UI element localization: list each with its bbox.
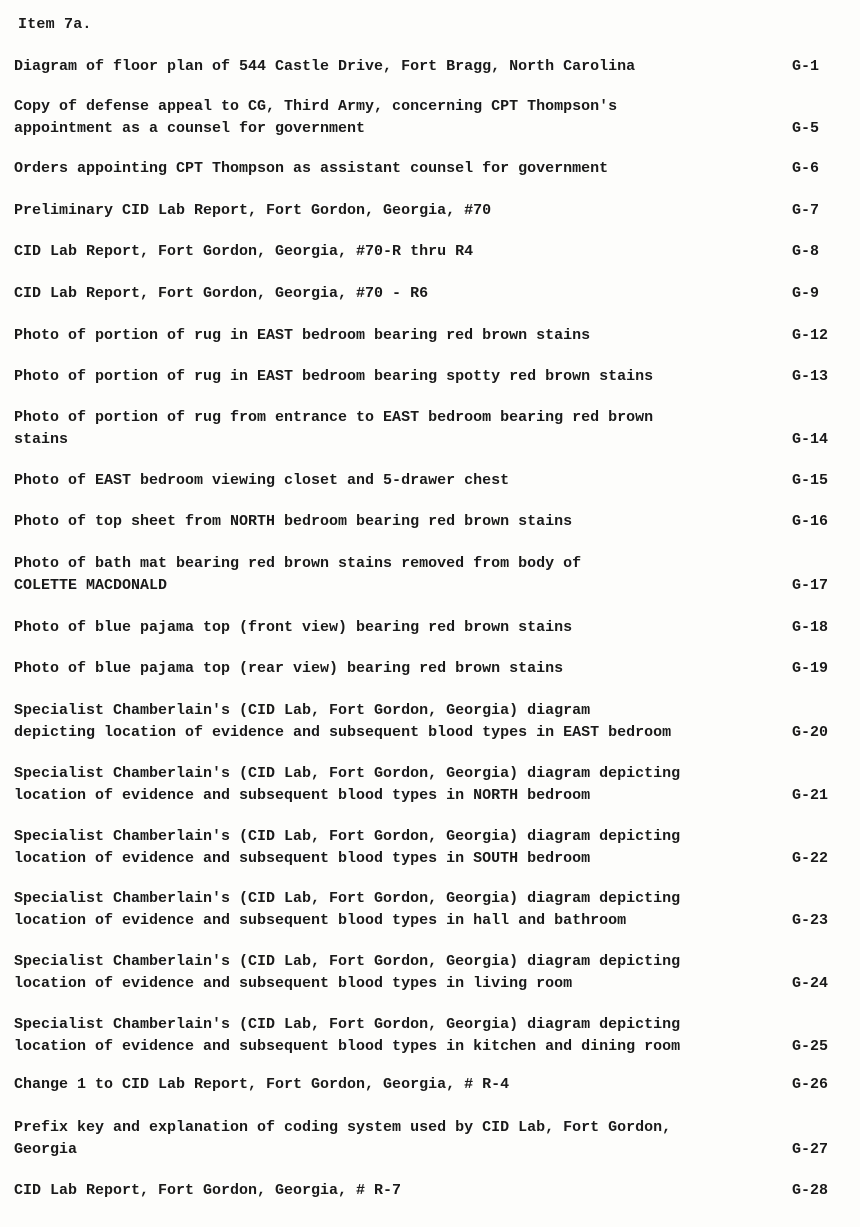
exhibit-description: Photo of portion of rug in EAST bedroom bearing red brown stains [14,327,591,344]
exhibit-code: G-16 [792,513,829,530]
exhibit-entry [14,241,848,263]
exhibit-description: Specialist Chamberlain's (CID Lab, Fort Gordon, Georgia) diagram depicting location of evidence and subsequent blood types in SOUTH bedroom [14,828,681,867]
exhibit-code: G-15 [792,472,829,489]
exhibit-entry [14,826,848,870]
exhibit-code: G-9 [792,285,820,302]
exhibit-code: G-19 [792,660,829,677]
exhibit-entry [14,951,848,995]
exhibit-code: G-25 [792,1038,829,1055]
exhibit-description: Photo of EAST bedroom viewing closet and 5-drawer chest [14,472,510,489]
exhibit-entry [14,1074,848,1096]
exhibit-entry [14,700,848,744]
exhibit-entry [14,511,848,533]
exhibit-entry [14,658,848,680]
exhibit-code: G-6 [792,160,820,177]
exhibit-code: G-13 [792,368,829,385]
exhibit-description: Specialist Chamberlain's (CID Lab, Fort Gordon, Georgia) diagram depicting location of evidence and subsequent blood types in living room [14,953,681,992]
exhibit-entry [14,763,848,807]
exhibit-entry [14,1014,848,1058]
exhibit-code: G-14 [792,431,829,448]
exhibit-description: CID Lab Report, Fort Gordon, Georgia, #70 - R6 [14,285,429,302]
exhibit-code: G-20 [792,724,829,741]
exhibit-description: Photo of portion of rug from entrance to EAST bedroom bearing red brown stains [14,409,654,448]
exhibit-entry [14,888,848,932]
exhibit-description: Orders appointing CPT Thompson as assistant counsel for government [14,160,609,177]
exhibit-description: Specialist Chamberlain's (CID Lab, Fort Gordon, Georgia) diagram depicting location of evidence and subsequent blood types in EAST bedroom [14,702,672,741]
exhibit-description: Change 1 to CID Lab Report, Fort Gordon, Georgia, # R-4 [14,1076,510,1093]
exhibit-entry [14,617,848,639]
exhibit-code: G-5 [792,120,820,137]
exhibit-description: Photo of blue pajama top (rear view) bearing red brown stains [14,660,564,677]
exhibit-entry [14,553,848,597]
exhibit-description: Photo of blue pajama top (front view) bearing red brown stains [14,619,573,636]
exhibit-entry [14,56,848,78]
exhibit-code: G-17 [792,577,829,594]
exhibit-entry [14,1117,848,1161]
exhibit-code: G-23 [792,912,829,929]
exhibit-description: Photo of top sheet from NORTH bedroom bearing red brown stains [14,513,573,530]
exhibit-description: Preliminary CID Lab Report, Fort Gordon, Georgia, #70 [14,202,492,219]
exhibit-code: G-18 [792,619,829,636]
exhibit-entry [14,366,848,388]
exhibit-code: G-28 [792,1182,829,1199]
exhibit-code: G-24 [792,975,829,992]
exhibit-description: Photo of bath mat bearing red brown stains removed from body of COLETTE MACDONALD [14,555,582,594]
exhibit-code: G-12 [792,327,829,344]
exhibit-description: Specialist Chamberlain's (CID Lab, Fort Gordon, Georgia) diagram depicting location of evidence and subsequent blood types in kitchen and dining room [14,1016,681,1055]
item-heading: Item 7a. [18,16,92,33]
exhibit-description: CID Lab Report, Fort Gordon, Georgia, # R-7 [14,1182,402,1199]
exhibit-entry [14,200,848,222]
exhibit-code: G-26 [792,1076,829,1093]
exhibit-entry [14,407,848,451]
exhibit-description: Copy of defense appeal to CG, Third Army, concerning CPT Thompson's appointment as a counsel for government [14,98,618,137]
exhibit-description: Photo of portion of rug in EAST bedroom bearing spotty red brown stains [14,368,654,385]
exhibit-code: G-27 [792,1141,829,1158]
exhibit-code: G-7 [792,202,820,219]
exhibit-entry [14,283,848,305]
exhibit-description: CID Lab Report, Fort Gordon, Georgia, #70-R thru R4 [14,243,474,260]
exhibit-description: Specialist Chamberlain's (CID Lab, Fort Gordon, Georgia) diagram depicting location of evidence and subsequent blood types in hall and bathroom [14,890,681,929]
exhibit-code: G-22 [792,850,829,867]
exhibit-entry [14,1180,848,1202]
exhibit-entry [14,158,848,180]
exhibit-entry [14,96,848,140]
exhibit-description: Diagram of floor plan of 544 Castle Drive, Fort Bragg, North Carolina [14,58,636,75]
exhibit-code: G-8 [792,243,820,260]
exhibit-entry [14,325,848,347]
exhibit-code: G-21 [792,787,829,804]
exhibit-code: G-1 [792,58,820,75]
exhibit-description: Prefix key and explanation of coding system used by CID Lab, Fort Gordon, Georgia [14,1119,672,1158]
exhibit-description: Specialist Chamberlain's (CID Lab, Fort Gordon, Georgia) diagram depicting location of evidence and subsequent blood types in NORTH bedroom [14,765,681,804]
exhibit-entry [14,470,848,492]
